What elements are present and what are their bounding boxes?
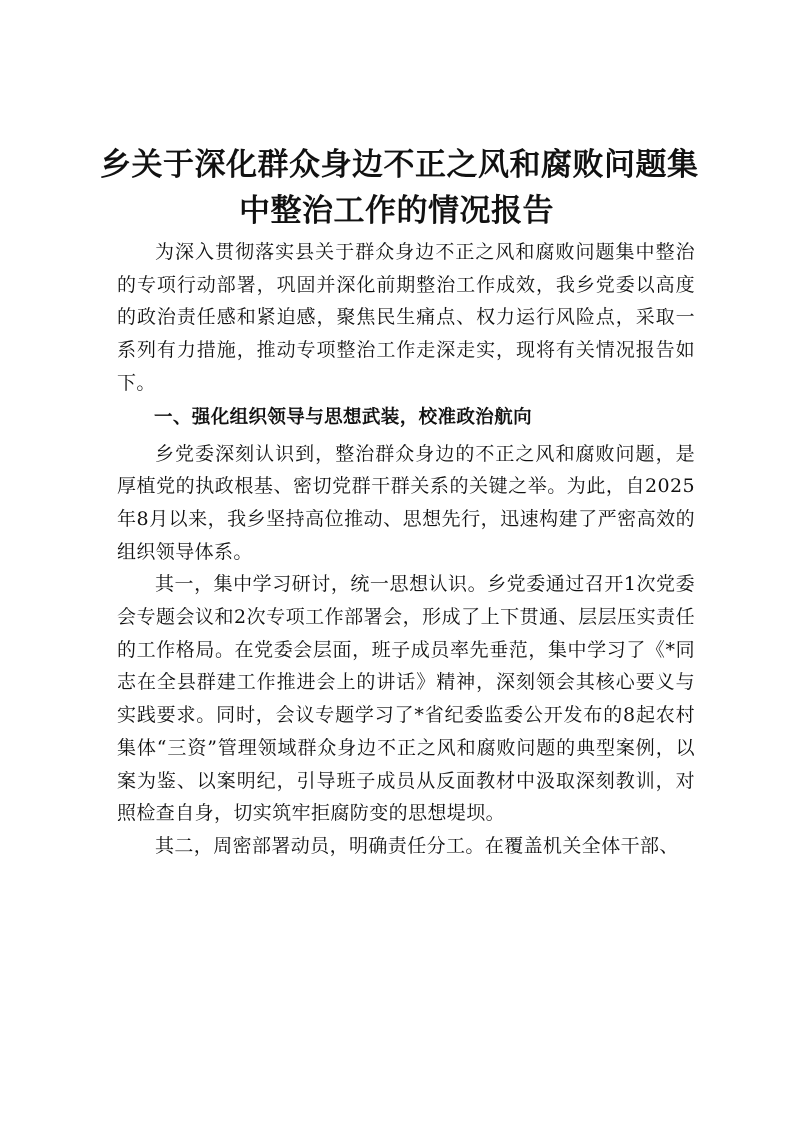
section-heading-1: 一、强化组织领导与思想武装，校准政治航向 xyxy=(154,406,533,428)
section1-paragraph-2: 其一，集中学习研讨，统一思想认识。乡党委通过召开1次党委会专题会议和2次专项工作部署会，形成了上下贯通、层层压实责任的工作格局。在党委会层面，班子成员率先垂范，集中学习了《*同志在全县群建工作推进会上的讲话》精神，深刻领会其核心要义与实践要求。同时，会议专题学习了*省纪委监委公开发布的8起农村集体“三资”管理领域群众身边不正之风和腐败问题的典型案例，以案为鉴、以案明纪，引导班子成员从反面教材中汲取深刻教训，对照检查自身，切实筑牢拒腐防变的思想堤坝。 xyxy=(117,573,695,825)
title-line-1: 乡关于深化群众身边不正之风和腐败问题集 xyxy=(100,147,699,183)
section1-paragraph-1: 乡党委深刻认识到，整治群众身边的不正之风和腐败问题，是厚植党的执政根基、密切党群干群关系的关键之举。为此，自2025年8月以来，我乡坚持高位推动、思想先行，迅速构建了严密高效的组织领导体系。 xyxy=(117,442,695,563)
section1-paragraph-3: 其二，周密部署动员，明确责任分工。在覆盖机关全体干部、 xyxy=(155,834,679,857)
title-line-2: 中整治工作的情况报告 xyxy=(239,193,554,229)
intro-paragraph: 为深入贯彻落实县关于群众身边不正之风和腐败问题集中整治的专项行动部署，巩固并深化前期整治工作成效，我乡党委以高度的政治责任感和紧迫感，聚焦民生痛点、权力运行风险点，采取一系列有力措施，推动专项整治工作走深走实，现将有关情况报告如下。 xyxy=(117,241,695,394)
document-title xyxy=(100,142,699,234)
document-body xyxy=(117,236,695,863)
